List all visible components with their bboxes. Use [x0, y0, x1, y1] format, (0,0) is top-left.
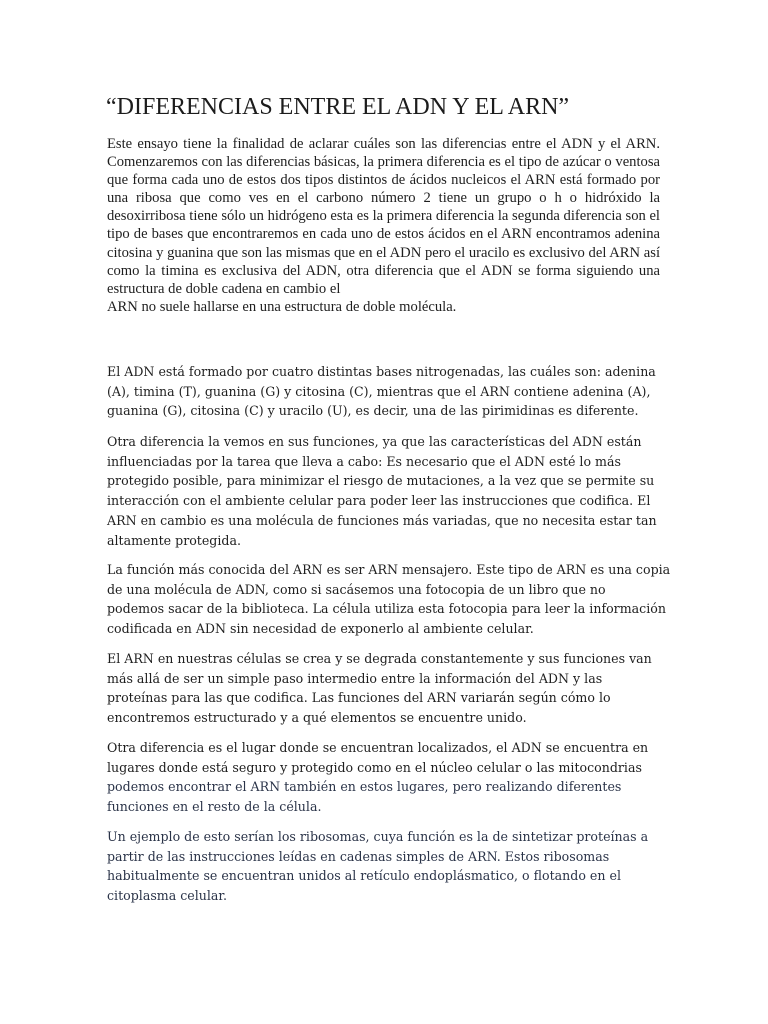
intro-last-line: ARN no suele hallarse en una estructura de doble molécula. — [107, 298, 457, 315]
intro-paragraph: Comenzaremos con las diferencias básicas, la primera diferencia es el tipo de azúcar o ventosa que forma cada uno de estos dos tipos distintos de ácidos nucleicos el ARN está formado por una ribosa que como ves en el carbono número 2 tiene un grupo o h o hidróxido la desoxirribosa tiene sólo un hidrógeno esta es la primera diferencia la segunda diferencia son el tipo de bases que encontraremos en cada uno de estos ácidos en el ARN encontramos adenina citosina y guanina que son las mismas que en el ADN pero el uracilo es exclusivo del ARN así como la timina es exclusiva del ADN, otra diferencia que el ADN se forma siguiendo una estructura de doble cadena en cambio el — [107, 154, 660, 297]
intro-block — [107, 135, 660, 316]
document-title: “DIFERENCIAS ENTRE EL ADN Y EL ARN” — [106, 94, 570, 120]
paragraph-arn-mensajero — [107, 560, 671, 639]
paragraph-line: encontremos estructurado y a qué elementos se encuentre unido. — [107, 710, 527, 726]
paragraph-line: codificada en ADN sin necesidad de exponerlo al ambiente celular. — [107, 621, 534, 637]
paragraph-line: habitualmente se encuentran unidos al retículo endoplásmatico, o flotando en el — [107, 868, 621, 884]
paragraph-line: Otra diferencia la vemos en sus funciones, ya que las características del ADN están — [107, 434, 642, 449]
paragraph-line: de una molécula de ADN, como si sacásemos una fotocopia de un libro que no — [107, 581, 606, 597]
paragraph-degradacion — [107, 649, 662, 728]
paragraph-line: más allá de ser un simple paso intermedio entre la información del ADN y las — [107, 670, 603, 686]
paragraph-line: proteínas para las que codifica. Las funciones del ARN variarán según cómo lo — [107, 690, 611, 706]
paragraph-line: protegido posible, para minimizar el riesgo de mutaciones, a la vez que se permite su — [107, 473, 655, 489]
paragraph-line: podemos sacar de la biblioteca. La célula utiliza esta fotocopia para leer la información — [107, 601, 666, 617]
paragraph-ribosomas — [107, 827, 662, 906]
paragraph-line: El ARN en nuestras células se crea y se degrada constantemente y sus funciones van — [107, 651, 652, 666]
paragraph-line: lugares donde está seguro y protegido como en el núcleo celular o las mitocondrias — [107, 759, 642, 775]
paragraph-funciones — [107, 432, 662, 550]
paragraph-line: funciones en el resto de la célula. — [107, 799, 322, 815]
paragraph-bases — [107, 362, 662, 421]
paragraph-line: Otra diferencia es el lugar donde se encuentran localizados, el ADN se encuentra en — [107, 740, 649, 755]
paragraph-line: podemos encontrar el ARN también en estos lugares, pero realizando diferentes — [107, 779, 622, 795]
intro-text: Este ensayo tiene la finalidad de aclarar cuáles son las diferencias entre el ADN y el ARN. — [107, 136, 660, 152]
paragraph-line: (A), timina (T), guanina (G) y citosina (C), mientras que el ARN contiene adenina (A), — [107, 383, 651, 399]
paragraph-line: partir de las instrucciones leídas en cadenas simples de ARN. Estos ribosomas — [107, 848, 610, 864]
paragraph-line: Un ejemplo de esto serían los ribosomas, cuya función es la de sintetizar proteínas a — [107, 829, 649, 844]
paragraph-line: El ADN está formado por cuatro distintas bases nitrogenadas, las cuáles son: adenina — [107, 364, 656, 379]
paragraph-line: citoplasma celular. — [107, 888, 228, 904]
paragraph-line: interacción con el ambiente celular para poder leer las instrucciones que codifica. El — [107, 493, 651, 509]
paragraph-line: influenciadas por la tarea que lleva a cabo: Es necesario que el ADN esté lo más — [107, 453, 621, 469]
paragraph-localizacion — [107, 738, 662, 817]
paragraph-line: guanina (G), citosina (C) y uracilo (U), es decir, una de las pirimidinas es diferente. — [107, 403, 639, 419]
paragraph-line: ARN en cambio es una molécula de funciones más variadas, que no necesita estar tan — [107, 512, 657, 528]
paragraph-line: La función más conocida del ARN es ser ARN mensajero. Este tipo de ARN es una copia — [107, 562, 671, 577]
paragraph-line: altamente protegida. — [107, 532, 241, 548]
